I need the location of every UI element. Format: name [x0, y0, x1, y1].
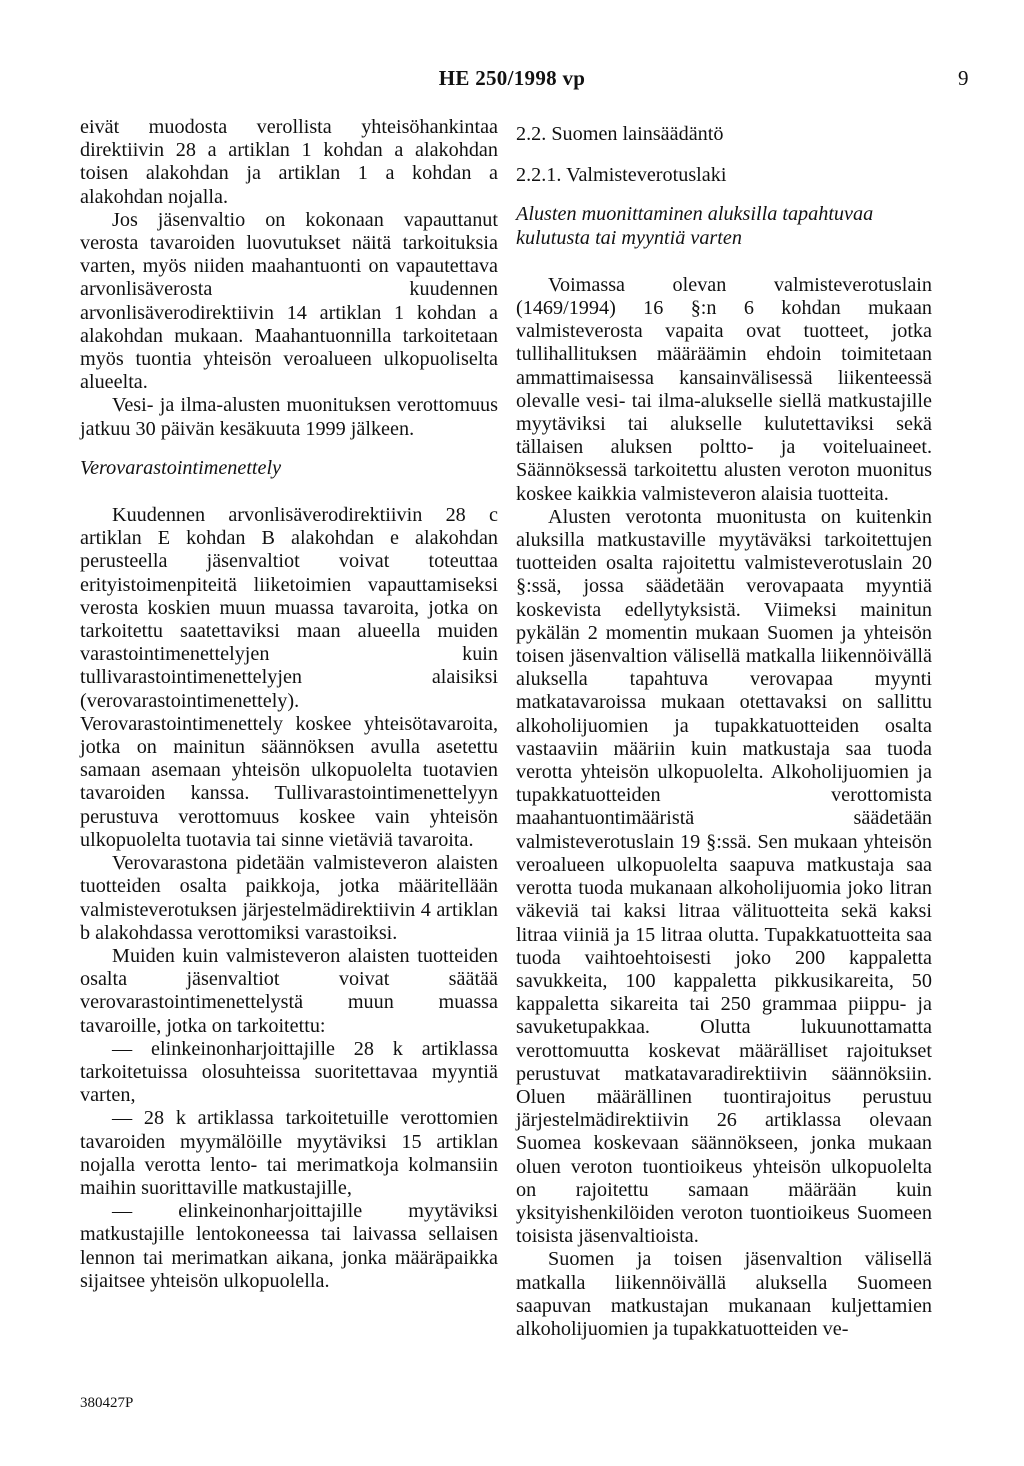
paragraph: Verovarastona pidetään valmisteveron alaisten tuotteiden osalta paikkoja, jotka määritellään valmisteverotuksen järjestelmädirektiivin 4 artiklan b alakohdassa verottomiksi varastoiksi.	[80, 852, 498, 944]
list-item: — elinkeinonharjoittajille 28 k artiklassa tarkoitetuissa olosuhteissa suoritettavaa myyntiä varten,	[80, 1037, 498, 1107]
page-number: 9	[958, 66, 969, 90]
subsection-heading: Alusten muonittaminen aluksilla tapahtuvaa kulutusta tai myyntiä varten	[516, 203, 874, 249]
section-heading: Verovarastointimenettely	[80, 456, 282, 479]
paragraph: Jos jäsenvaltio on kokonaan vapauttanut verosta tavaroiden luovutukset näitä tarkoituksia varten, myös niiden maahantuonti on vapautettava arvonlisäverosta kuudennen arvonlisäverodirektiivin 14 artiklan 1 kohdan a alakohdan mukaan. Maahantuonnilla tarkoitetaan myös tuontia yhteisön veroalueen ulkopuoliselta alueelta.	[80, 208, 498, 394]
list-item: — elinkeinonharjoittajille myytäviksi matkustajille lentokoneessa tai laivassa sellaisen lennon tai merimatkan aikana, jonka määräpaikka sijaitsee yhteisön ulkopuolella.	[80, 1200, 498, 1292]
paragraph: Alusten verotonta muonitusta on kuitenkin aluksilla matkustaville myytäväksi tarkoitettujen tuotteiden osalta rajoitettu valmisteverotuslain 20 §:ssä, jossa säädetään verovapaata myyntiä koskevista edellytyksistä. Viimeksi mainitun pykälän 2 momentin mukaan Suomen ja yhteisön toisen jäsenvaltion välisellä matkalla liikennöivällä aluksella tapahtuva verovapaa myynti matkatavaroissa mukaan otettavaksi on sallittu alkoholijuomien ja tupakkatuotteiden osalta vastaaviin määriin kuin matkustaja saa tuoda verotta yhteisön ulkopuolelta. Alkoholijuomien ja tupakkatuotteiden verottomista maahantuontimääristä säädetään valmisteverotuslain 19 §:ssä. Sen mukaan yhteisön veroalueen ulkopuolelta saapuva matkustaja saa verotta tuoda mukanaan alkoholijuomia joko litran väkeviä tai kaksi litraa välituotteita sekä kaksi litraa viiniä ja 15 litraa olutta. Tupakkatuotteita saa tuoda vaihtoehtoisesti joko 200 kappaletta savukkeita, 100 kappaletta pikkusikareita, 50 kappaletta sikareita tai 250 grammaa piippu- ja savuketupakkaa. Olutta lukuunottamatta verottomuutta koskevat määrälliset rajoitukset perustuvat matkatavaradirektiivin säännöksiin. Oluen määrällinen tuontirajoitus perustuu järjestelmädirektiivin 26 artiklassa olevaan Suomea koskevaan säännökseen, jonka mukaan oluen veroton tuontioikeus yhteisön ulkopuolelta on rajoitettu samaan määrään kuin yksityishenkilöiden veroton tuontioikeus Suomeen toisista jäsenvaltioista.	[516, 505, 932, 1248]
list-item: — 28 k artiklassa tarkoitetuille verottomien tavaroiden myymälöille myytäviksi 15 artiklan nojalla verotta lento- tai merimatkoja kolmansiin maihin suorittaville matkustajille,	[80, 1107, 498, 1199]
paragraph: Muiden kuin valmisteveron alaisten tuotteiden osalta jäsenvaltiot voivat säätää verovarastointimenettelystä muun muassa tavaroille, jotka on tarkoitettu:	[80, 944, 498, 1037]
paragraph: Vesi- ja ilma-alusten muonituksen verottomuus jatkuu 30 päivän kesäkuuta 1999 jälkeen.	[80, 394, 498, 440]
footer-code: 380427P	[80, 1395, 134, 1411]
paragraph: Voimassa olevan valmisteverotuslain (1469/1994) 16 §:n 6 kohdan mukaan valmisteverosta vapaita ovat tuotteet, jotka tullihallituksen määräämin ehdoin toimitetaan ammattimaisessa kansainvälisessä liikenteessä olevalle vesi- tai ilma-alukselle siellä matkustajille myytäviksi tai alukselle kulutettaviksi sekä tällaisen aluksen poltto- ja voiteluaineet. Säännöksessä tarkoitettu alusten veroton muonitus koskee kaikkia valmisteveron alaisia tuotteita.	[516, 273, 932, 505]
paragraph: Suomen ja toisen jäsenvaltion välisellä matkalla liikennöivällä aluksella Suomeen saapuvan matkustajan mukanaan kuljettamien alkoholijuomien ja tupakkatuotteiden ve-	[516, 1248, 932, 1340]
section-title: 2.2. Suomen lainsäädäntö	[516, 123, 724, 145]
left-column	[80, 116, 498, 1293]
subsection-title: 2.2.1. Valmisteverotuslaki	[516, 164, 727, 187]
paragraph: Kuudennen arvonlisäverodirektiivin 28 c artiklan E kohdan B alakohdan e alakohdan perusteella jäsenvaltiot voivat toteuttaa erityistoimenpiteitä liiketoimien vapauttamiseksi verosta koskien muun muassa tavaroita, jotka on tarkoitettu saatettaviksi maan alueella muiden varastointimenettelyjen kuin tullivarastointimenettelyjen alaisiksi (verovarastointimenettely). Verovarastointimenettely koskee yhteisötavaroita, jotka on mainitun säännöksen avulla asetettu samaan asemaan yhteisön ulkopuolelta tuotavien tavaroiden kanssa. Tullivarastointimenettelyyn perustuva verottomuus koskee vain yhteisön ulkopuolelta tuotavia tai sinne vietäviä tavaroita.	[80, 504, 498, 851]
paragraph-continued: eivät muodosta verollista yhteisöhankintaa direktiivin 28 a artiklan 1 kohdan a alakohdan toisen alakohdan ja artiklan 1 a kohdan a alakohdan nojalla.	[80, 116, 498, 208]
document-header-title: HE 250/1998 vp	[438, 66, 586, 90]
right-column	[516, 123, 932, 1341]
